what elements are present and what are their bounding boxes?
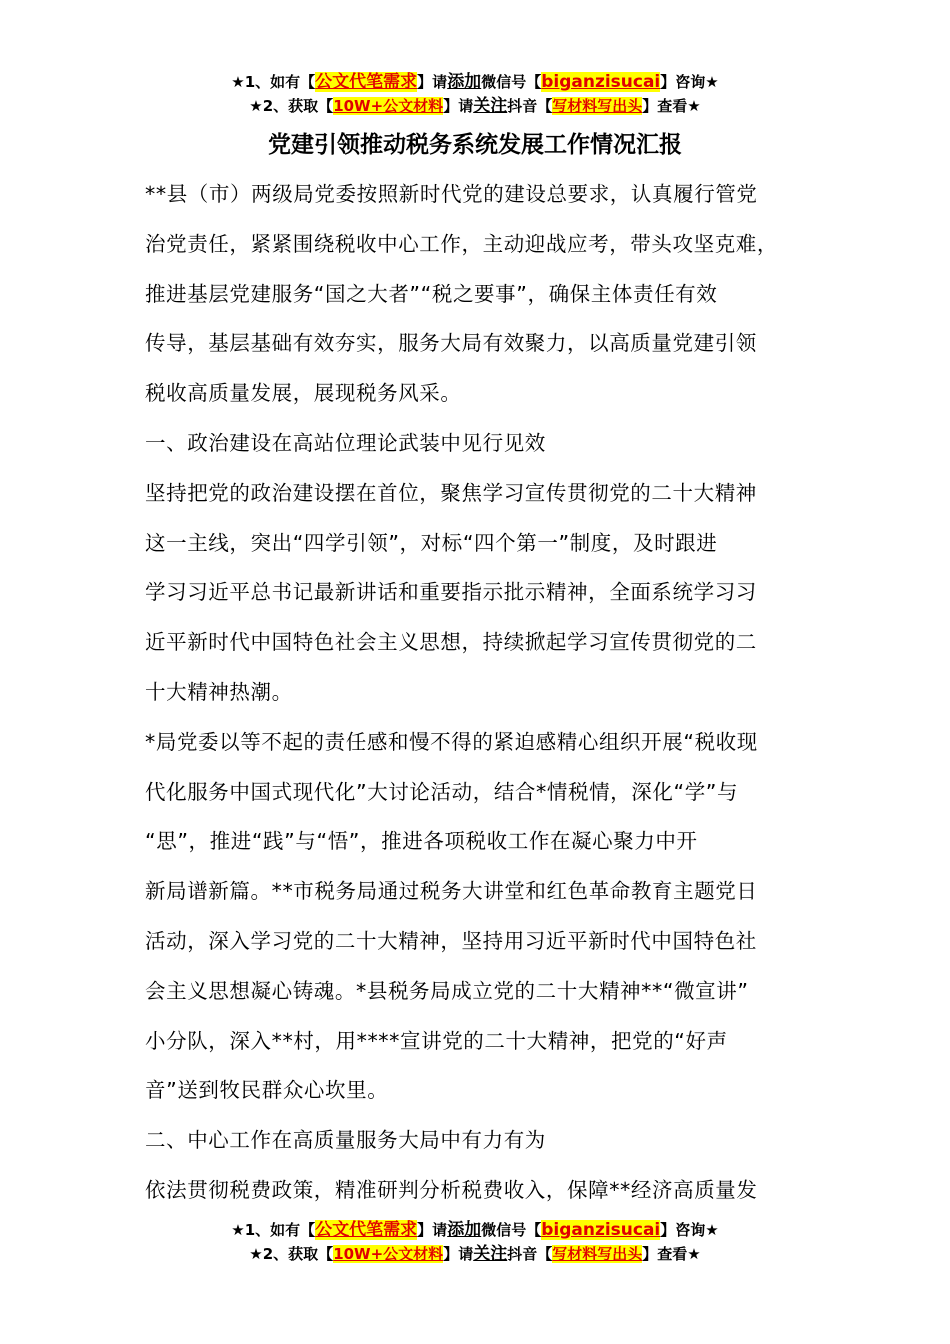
promo-highlight: 公文代笔需求 xyxy=(315,72,418,92)
promo-banner-bottom xyxy=(0,1218,950,1266)
promo-highlight: 公文代笔需求 xyxy=(315,1220,418,1240)
promo-wechat-id: biganzisucai xyxy=(541,72,661,92)
intro-paragraph: **县（市）两级局党委按照新时代党的建设总要求，认真履行管党 治党责任，紧紧围绕税收中心工作，主动迎战应考，带头攻坚克难， 推进基层党建服务“国之大者”“税之要事”，确保主体责任有效 传导，基层基础有效夯实，服务大局有效聚力，以高质量党建引领 税收高质量发展，展现税务风采。 xyxy=(145,182,778,406)
section-heading-2: 二、中心工作在高质量服务大局中有力有为 xyxy=(145,1128,546,1153)
promo-douyin-name: 写材料写出头 xyxy=(552,97,643,115)
promo-line-1: ★1、如有【公文代笔需求】请添加微信号【biganzisucai】咨询★ xyxy=(231,1220,719,1240)
promo-highlight: 10W+公文材料 xyxy=(333,97,444,115)
document-title: 党建引领推动税务系统发展工作情况汇报 xyxy=(268,132,682,158)
promo-line-2: ★2、获取【10W+公文材料】请关注抖音【写材料写出头】查看★ xyxy=(249,1244,701,1264)
promo-highlight: 10W+公文材料 xyxy=(333,1245,444,1263)
body-paragraph: 坚持把党的政治建设摆在首位，聚焦学习宣传贯彻党的二十大精神 这一主线，突出“四学引领”，对标“四个第一”制度，及时跟进 学习习近平总书记最新讲话和重要指示批示精神，全面系统学习习 近平新时代中国特色社会主义思想，持续掀起学习宣传贯彻党的二 十大精神热潮。 xyxy=(145,480,757,704)
promo-banner-top xyxy=(0,70,950,118)
section-heading-1: 一、政治建设在高站位理论武装中见行见效 xyxy=(145,430,546,455)
promo-wechat-id: biganzisucai xyxy=(541,1220,661,1240)
promo-line-1: ★1、如有【公文代笔需求】请添加微信号【biganzisucai】咨询★ xyxy=(231,72,719,92)
body-paragraph: 依法贯彻税费政策，精准研判分析税费收入，保障**经济高质量发 xyxy=(145,1177,758,1202)
body-paragraph: *局党委以等不起的责任感和慢不得的紧迫感精心组织开展“税收现 代化服务中国式现代化”大讨论活动，结合*情税情，深化“学”与 “思”，推进“践”与“悟”，推进各项税收工作在凝心聚力中开 新局谱新篇。**市税务局通过税务大讲堂和红色革命教育主题党日 活动，深入学习党的二十大精神，坚持用习近平新时代中国特色社 会主义思想凝心铸魂。*县税务局成立党的二十大精神**“微宣讲” 小分队，深入**村，用****宣讲党的二十大精神，把党的“好声 音”送到牧民群众心坎里。 xyxy=(145,729,758,1103)
promo-douyin-name: 写材料写出头 xyxy=(552,1245,643,1263)
promo-line-2: ★2、获取【10W+公文材料】请关注抖音【写材料写出头】查看★ xyxy=(249,96,701,116)
document-body xyxy=(145,170,817,1216)
